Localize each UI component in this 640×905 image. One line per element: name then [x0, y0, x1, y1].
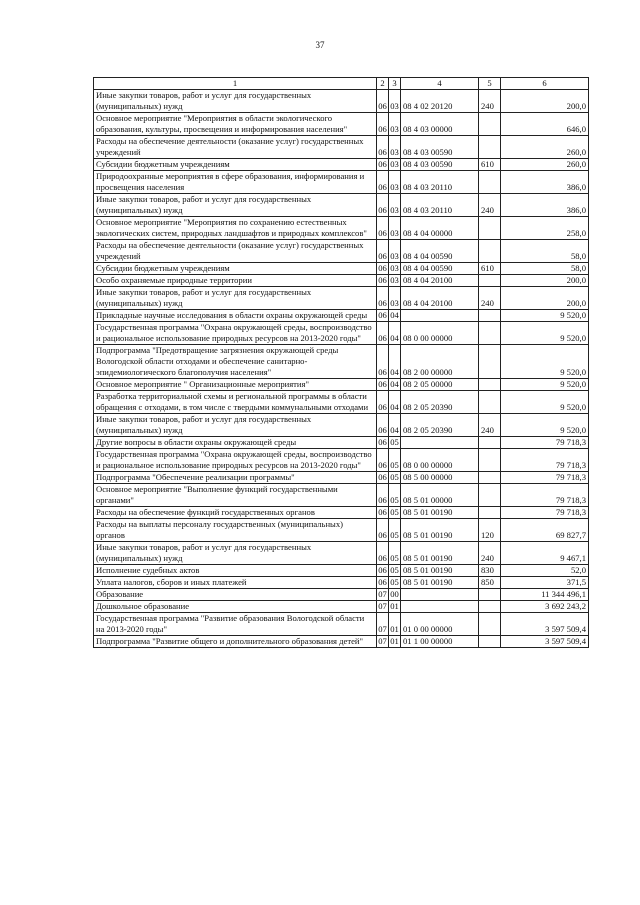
amount-cell: 371,5 — [501, 577, 589, 589]
amount-cell: 9 520,0 — [501, 310, 589, 322]
table-row — [94, 90, 589, 113]
amount-cell: 260,0 — [501, 136, 589, 159]
amount-cell: 9 520,0 — [501, 391, 589, 414]
expense-type-cell: 240 — [479, 287, 501, 310]
section-code-cell: 07 — [378, 589, 387, 599]
section-code-cell: 06 — [377, 391, 389, 414]
subsection-code-cell: 05 — [390, 565, 399, 575]
amount-cell: 200,0 — [501, 90, 589, 113]
section-code-cell: 06 — [378, 437, 387, 447]
target-article-cell: 08 4 03 20110 — [401, 194, 479, 217]
subsection-code-cell: 03 — [389, 171, 401, 194]
expense-type-cell — [479, 484, 501, 507]
section-code-cell: 06 — [377, 171, 389, 194]
section-code-cell: 06 — [378, 159, 387, 169]
section-code-cell: 06 — [378, 275, 387, 285]
row-name-cell: Расходы на обеспечение деятельности (оказание услуг) государственных учреждений — [94, 136, 377, 159]
row-name-cell: Иные закупки товаров, работ и услуг для государственных (муниципальных) нужд — [94, 90, 377, 113]
table-row — [94, 601, 589, 613]
expense-type-cell — [479, 391, 501, 414]
subsection-code-cell: 05 — [389, 449, 401, 472]
target-article-cell: 08 4 03 20110 — [401, 171, 479, 194]
section-code-cell: 07 — [378, 636, 387, 646]
expense-type-cell — [479, 217, 501, 240]
amount-cell: 9 520,0 — [501, 414, 589, 437]
target-article-cell — [401, 310, 479, 322]
subsection-code-cell: 05 — [390, 577, 399, 587]
row-name-cell: Подпрограмма "Предотвращение загрязнения окружающей среды Вологодской области отходами и обеспечение санитарно-эпидемиологического благополучия населения" — [94, 345, 377, 379]
expense-type-cell — [479, 589, 501, 601]
amount-cell: 3 597 509,4 — [501, 613, 589, 636]
target-article-cell — [401, 601, 479, 613]
subsection-code-cell: 03 — [389, 136, 401, 159]
expense-type-cell — [479, 113, 501, 136]
header-cell: 3 — [389, 78, 401, 90]
expense-type-cell — [479, 136, 501, 159]
row-name-cell: Основное мероприятие "Мероприятия по сохранению естественных экологических систем, природных ландшафтов и природных комплексов" — [94, 217, 377, 240]
subsection-code-cell: 04 — [389, 414, 401, 437]
table-row — [94, 519, 589, 542]
target-article-cell: 08 5 01 00190 — [401, 507, 479, 519]
subsection-code-cell: 05 — [390, 507, 399, 517]
expense-type-cell — [479, 613, 501, 636]
budget-table — [93, 77, 589, 648]
target-article-cell — [401, 437, 479, 449]
target-article-cell: 08 4 03 00590 — [401, 159, 479, 171]
subsection-code-cell: 01 — [390, 601, 399, 611]
expense-type-cell: 850 — [479, 577, 501, 589]
section-code-cell: 06 — [377, 449, 389, 472]
row-name-cell: Подпрограмма "Обеспечение реализации программы" — [94, 472, 377, 484]
table-row — [94, 194, 589, 217]
row-name-cell: Государственная программа "Охрана окружающей среды, воспроизводство и рациональное использование природных ресурсов на 2013-2020 годы" — [94, 449, 377, 472]
amount-cell: 258,0 — [501, 217, 589, 240]
amount-cell: 9 520,0 — [501, 322, 589, 345]
target-article-cell: 08 5 00 00000 — [401, 472, 479, 484]
header-cell: 1 — [94, 78, 377, 90]
section-code-cell: 06 — [378, 472, 387, 482]
table-header-row — [94, 78, 589, 90]
table-row — [94, 171, 589, 194]
table-row — [94, 414, 589, 437]
row-name-cell: Особо охраняемые природные территории — [94, 275, 377, 287]
target-article-cell: 08 4 03 00000 — [401, 113, 479, 136]
section-code-cell: 06 — [378, 263, 387, 273]
amount-cell: 9 520,0 — [501, 379, 589, 391]
table-row — [94, 542, 589, 565]
amount-cell: 646,0 — [501, 113, 589, 136]
table-row — [94, 322, 589, 345]
header-cell: 2 — [377, 78, 389, 90]
expense-type-cell: 610 — [479, 263, 501, 275]
amount-cell: 3 597 509,4 — [501, 636, 589, 648]
amount-cell: 260,0 — [501, 159, 589, 171]
target-article-cell: 08 0 00 00000 — [401, 322, 479, 345]
target-article-cell: 08 5 01 00190 — [401, 577, 479, 589]
row-name-cell: Иные закупки товаров, работ и услуг для государственных (муниципальных) нужд — [94, 542, 377, 565]
amount-cell: 79 718,3 — [501, 437, 589, 449]
row-name-cell: Иные закупки товаров, работ и услуг для государственных (муниципальных) нужд — [94, 287, 377, 310]
subsection-code-cell: 05 — [389, 542, 401, 565]
target-article-cell: 08 4 04 00590 — [401, 263, 479, 275]
target-article-cell: 08 0 00 00000 — [401, 449, 479, 472]
row-name-cell: Расходы на обеспечение деятельности (оказание услуг) государственных учреждений — [94, 240, 377, 263]
target-article-cell: 08 5 01 00190 — [401, 565, 479, 577]
expense-type-cell: 240 — [479, 542, 501, 565]
row-name-cell: Государственная программа "Охрана окружающей среды, воспроизводство и рациональное использование природных ресурсов на 2013-2020 годы" — [94, 322, 377, 345]
amount-cell: 11 344 496,1 — [501, 589, 589, 601]
row-name-cell: Основное мероприятие "Выполнение функций государственными органами" — [94, 484, 377, 507]
section-code-cell: 06 — [378, 507, 387, 517]
expense-type-cell — [479, 275, 501, 287]
expense-type-cell — [479, 171, 501, 194]
target-article-cell: 08 2 00 00000 — [401, 345, 479, 379]
row-name-cell: Образование — [94, 589, 377, 601]
section-code-cell: 06 — [377, 240, 389, 263]
table-row — [94, 136, 589, 159]
subsection-code-cell: 03 — [390, 263, 399, 273]
section-code-cell: 06 — [377, 519, 389, 542]
amount-cell: 79 718,3 — [501, 507, 589, 519]
expense-type-cell — [479, 636, 501, 648]
expense-type-cell — [479, 322, 501, 345]
expense-type-cell: 240 — [479, 194, 501, 217]
section-code-cell: 06 — [377, 322, 389, 345]
subsection-code-cell: 04 — [390, 310, 399, 320]
table-row — [94, 636, 589, 648]
amount-cell: 69 827,7 — [501, 519, 589, 542]
table-row — [94, 565, 589, 577]
row-name-cell: Основное мероприятие "Мероприятия в области экологического образования, культуры, просвещения и информирования населения" — [94, 113, 377, 136]
table-row — [94, 391, 589, 414]
target-article-cell: 08 2 05 00000 — [401, 379, 479, 391]
subsection-code-cell: 04 — [390, 379, 399, 389]
subsection-code-cell: 03 — [389, 217, 401, 240]
section-code-cell: 06 — [377, 217, 389, 240]
expense-type-cell — [479, 449, 501, 472]
expense-type-cell — [479, 345, 501, 379]
subsection-code-cell: 03 — [389, 287, 401, 310]
table-row — [94, 507, 589, 519]
table-row — [94, 437, 589, 449]
target-article-cell: 08 4 04 00590 — [401, 240, 479, 263]
amount-cell: 58,0 — [501, 240, 589, 263]
section-code-cell: 07 — [377, 613, 389, 636]
subsection-code-cell: 03 — [389, 113, 401, 136]
section-code-cell: 06 — [377, 484, 389, 507]
expense-type-cell: 610 — [479, 159, 501, 171]
expense-type-cell: 830 — [479, 565, 501, 577]
row-name-cell: Расходы на выплаты персоналу государственных (муниципальных) органов — [94, 519, 377, 542]
expense-type-cell — [479, 437, 501, 449]
section-code-cell: 06 — [378, 577, 387, 587]
section-code-cell: 06 — [378, 310, 387, 320]
section-code-cell: 06 — [377, 194, 389, 217]
table-row — [94, 484, 589, 507]
header-cell: 5 — [479, 78, 501, 90]
row-name-cell: Основное мероприятие " Организационные мероприятия" — [94, 379, 377, 391]
page-number: 37 — [315, 40, 325, 50]
amount-cell: 79 718,3 — [501, 472, 589, 484]
target-article-cell: 08 5 01 00190 — [401, 542, 479, 565]
table-row — [94, 379, 589, 391]
table-row — [94, 310, 589, 322]
table-row — [94, 217, 589, 240]
table-row — [94, 577, 589, 589]
subsection-code-cell: 01 — [389, 613, 401, 636]
expense-type-cell: 240 — [479, 414, 501, 437]
table-row — [94, 472, 589, 484]
subsection-code-cell: 04 — [389, 345, 401, 379]
subsection-code-cell: 05 — [389, 519, 401, 542]
target-article-cell: 01 1 00 00000 — [401, 636, 479, 648]
subsection-code-cell: 04 — [389, 322, 401, 345]
target-article-cell: 08 4 02 20120 — [401, 90, 479, 113]
target-article-cell: 08 4 04 20100 — [401, 287, 479, 310]
amount-cell: 386,0 — [501, 171, 589, 194]
section-code-cell: 06 — [377, 414, 389, 437]
table-row — [94, 113, 589, 136]
subsection-code-cell: 04 — [389, 391, 401, 414]
target-article-cell: 08 5 01 00190 — [401, 519, 479, 542]
row-name-cell: Исполнение судебных актов — [94, 565, 377, 577]
section-code-cell: 06 — [377, 113, 389, 136]
amount-cell: 58,0 — [501, 263, 589, 275]
row-name-cell: Другие вопросы в области охраны окружающей среды — [94, 437, 377, 449]
table-row — [94, 159, 589, 171]
row-name-cell: Разработка территориальной схемы и региональной программы в области обращения с отходами, в том числе с твердыми коммунальными отходами — [94, 391, 377, 414]
section-code-cell: 06 — [377, 287, 389, 310]
target-article-cell: 01 0 00 00000 — [401, 613, 479, 636]
row-name-cell: Субсидии бюджетным учреждениям — [94, 263, 377, 275]
row-name-cell: Государственная программа "Развитие образования Вологодской области на 2013-2020 годы" — [94, 613, 377, 636]
target-article-cell: 08 4 03 00590 — [401, 136, 479, 159]
table-row — [94, 263, 589, 275]
row-name-cell: Субсидии бюджетным учреждениям — [94, 159, 377, 171]
amount-cell: 79 718,3 — [501, 484, 589, 507]
table-row — [94, 275, 589, 287]
table-row — [94, 449, 589, 472]
subsection-code-cell: 00 — [390, 589, 399, 599]
target-article-cell: 08 5 01 00000 — [401, 484, 479, 507]
row-name-cell: Дошкольное образование — [94, 601, 377, 613]
subsection-code-cell: 01 — [390, 636, 399, 646]
subsection-code-cell: 03 — [390, 275, 399, 285]
table-row — [94, 345, 589, 379]
target-article-cell — [401, 589, 479, 601]
subsection-code-cell: 03 — [389, 240, 401, 263]
target-article-cell: 08 4 04 00000 — [401, 217, 479, 240]
expense-type-cell — [479, 601, 501, 613]
expense-type-cell: 120 — [479, 519, 501, 542]
row-name-cell: Подпрограмма "Развитие общего и дополнительного образования детей" — [94, 636, 377, 648]
subsection-code-cell: 03 — [390, 159, 399, 169]
section-code-cell: 06 — [377, 136, 389, 159]
row-name-cell: Иные закупки товаров, работ и услуг для государственных (муниципальных) нужд — [94, 194, 377, 217]
subsection-code-cell: 05 — [389, 484, 401, 507]
amount-cell: 200,0 — [501, 275, 589, 287]
amount-cell: 9 467,1 — [501, 542, 589, 565]
section-code-cell: 06 — [377, 542, 389, 565]
row-name-cell: Расходы на обеспечение функций государственных органов — [94, 507, 377, 519]
amount-cell: 9 520,0 — [501, 345, 589, 379]
amount-cell: 200,0 — [501, 287, 589, 310]
amount-cell: 3 692 243,2 — [501, 601, 589, 613]
header-cell: 6 — [501, 78, 589, 90]
section-code-cell: 06 — [377, 345, 389, 379]
expense-type-cell: 240 — [479, 90, 501, 113]
subsection-code-cell: 03 — [389, 90, 401, 113]
target-article-cell: 08 2 05 20390 — [401, 414, 479, 437]
subsection-code-cell: 05 — [390, 472, 399, 482]
header-cell: 4 — [401, 78, 479, 90]
section-code-cell: 06 — [377, 90, 389, 113]
expense-type-cell — [479, 472, 501, 484]
expense-type-cell — [479, 240, 501, 263]
row-name-cell: Иные закупки товаров, работ и услуг для государственных (муниципальных) нужд — [94, 414, 377, 437]
amount-cell: 79 718,3 — [501, 449, 589, 472]
table-row — [94, 287, 589, 310]
row-name-cell: Природоохранные мероприятия в сфере образования, информирования и просвещения населения — [94, 171, 377, 194]
target-article-cell: 08 2 05 20390 — [401, 391, 479, 414]
section-code-cell: 06 — [378, 379, 387, 389]
expense-type-cell — [479, 379, 501, 391]
table-row — [94, 589, 589, 601]
section-code-cell: 06 — [378, 565, 387, 575]
section-code-cell: 07 — [378, 601, 387, 611]
subsection-code-cell: 03 — [389, 194, 401, 217]
amount-cell: 52,0 — [501, 565, 589, 577]
table-row — [94, 613, 589, 636]
expense-type-cell — [479, 310, 501, 322]
row-name-cell: Уплата налогов, сборов и иных платежей — [94, 577, 377, 589]
amount-cell: 386,0 — [501, 194, 589, 217]
target-article-cell: 08 4 04 20100 — [401, 275, 479, 287]
row-name-cell: Прикладные научные исследования в области охраны окружающей среды — [94, 310, 377, 322]
expense-type-cell — [479, 507, 501, 519]
table-row — [94, 240, 589, 263]
subsection-code-cell: 05 — [390, 437, 399, 447]
